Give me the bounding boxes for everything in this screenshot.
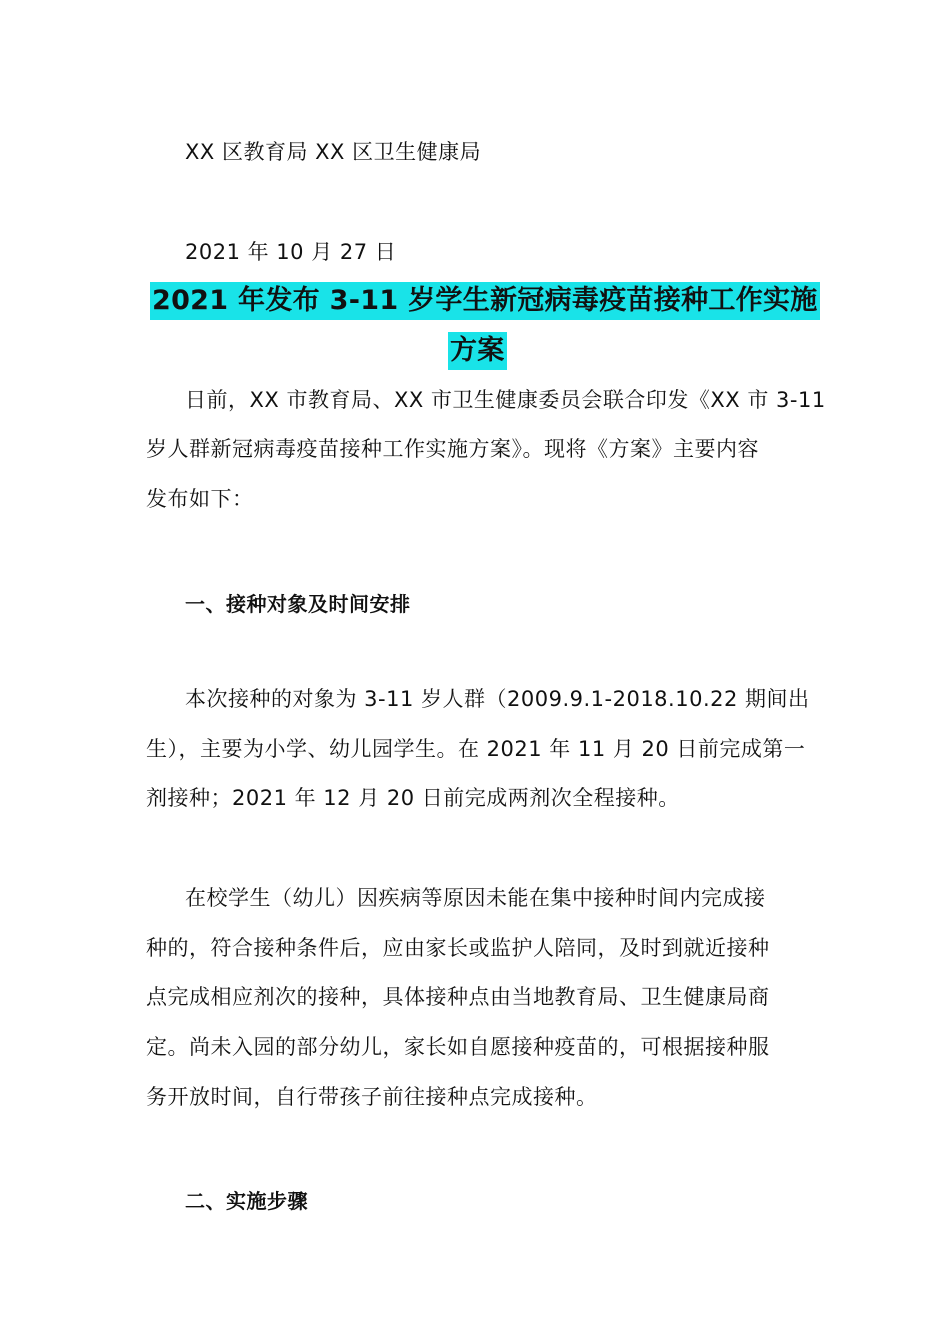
section-1-para-2-line-4: 定。尚未入园的部分幼儿，家长如自愿接种疫苗的，可根据接种服 (146, 1035, 770, 1059)
section-1-para-1-line-1: 本次接种的对象为 3-11 岁人群（2009.9.1-2018.10.22 期间出 (185, 687, 810, 711)
section-2-heading: 二、实施步骤 (185, 1189, 308, 1213)
issuers-line: XX 区教育局 XX 区卫生健康局 (185, 140, 482, 164)
section-1-para-2-line-5: 务开放时间，自行带孩子前往接种点完成接种。 (146, 1085, 598, 1109)
section-1-heading: 一、接种对象及时间安排 (185, 592, 411, 616)
section-1-para-1-line-2: 生），主要为小学、幼儿园学生。在 2021 年 11 月 20 日前完成第一 (146, 737, 806, 761)
intro-line-2: 岁人群新冠病毒疫苗接种工作实施方案》。现将《方案》主要内容 (146, 437, 759, 461)
intro-line-1: 日前，XX 市教育局、XX 市卫生健康委员会联合印发《XX 市 3-11 (185, 388, 826, 412)
document-title-line-2: 方案 (448, 332, 507, 370)
section-1-para-2-line-3: 点完成相应剂次的接种，具体接种点由当地教育局、卫生健康局商 (146, 985, 770, 1009)
section-1-para-2-line-2: 种的，符合接种条件后，应由家长或监护人陪同，及时到就近接种 (146, 936, 770, 960)
date-line: 2021 年 10 月 27 日 (185, 240, 397, 264)
section-1-para-2-line-1: 在校学生（幼儿）因疾病等原因未能在集中接种时间内完成接 (185, 886, 766, 910)
intro-line-3: 发布如下： (146, 487, 254, 511)
section-1-para-1-line-3: 剂接种；2021 年 12 月 20 日前完成两剂次全程接种。 (146, 786, 680, 810)
document-title-line-1: 2021 年发布 3-11 岁学生新冠病毒疫苗接种工作实施 (150, 282, 820, 320)
